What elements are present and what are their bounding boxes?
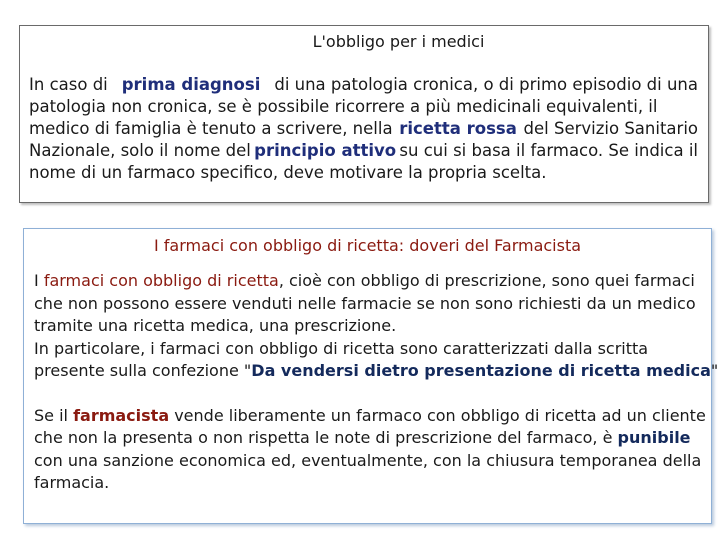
p3-l1-c: vende liberamente un farmaco con obbligo di ricetta ad un cliente [169, 405, 706, 425]
farmacista-box-title [34, 234, 701, 258]
farmacista-duties-box [23, 228, 719, 524]
medici-line-2-text: patologia non cronica, se è possibile ricorrere a più medicinali equivalenti, il [29, 97, 658, 116]
farmacista-p1-line-1 [34, 270, 701, 293]
medici-highlight-ricetta-rossa: ricetta rossa [399, 119, 517, 138]
farmacista-p3-line-2 [34, 427, 701, 450]
farmacista-p3-line-4: farmacia. [34, 473, 110, 492]
farmacista-p2-line-1: In particolare, i farmaci con obbligo di ricetta sono caratterizzati dalla scritta [34, 338, 649, 358]
paragraph-gap [34, 383, 701, 405]
p2-l2-a: presente sulla confezione " [34, 361, 252, 380]
medici-highlight-principio-attivo: principio attivo [254, 141, 397, 160]
medici-line-1-c: di una patologia cronica, o di primo episodio di una [274, 75, 698, 94]
p3-l2-a: che non la presenta o non rispetta le note di prescrizione del farmaco, è [34, 428, 618, 447]
medici-line-3-c: del Servizio Sanitario [523, 119, 698, 138]
farmacista-title-rest: farmaci con obbligo di ricetta: doveri del Farmacista [163, 236, 582, 255]
medici-line-1 [29, 74, 698, 96]
farmacista-p3-line-3: con una sanzione economica ed, eventualmente, con la chiusura temporanea della [34, 450, 702, 470]
farmacista-p1-line-2: che non possono essere venduti nelle farmacie se non sono richiesti da un medico [34, 293, 696, 313]
medici-line-4-c: su cui si basa il farmaco. Se indica il [399, 141, 698, 160]
highlight-da-vendersi: Da vendersi dietro presentazione di ricetta medica [251, 361, 711, 380]
highlight-farmacista: farmacista [73, 405, 170, 425]
highlight-farmaci-obbligo: farmaci con obbligo di ricetta [43, 271, 279, 290]
medici-line-5 [29, 162, 698, 184]
farmacista-p3-line-1 [34, 405, 706, 428]
medici-paragraph [29, 74, 698, 184]
medici-line-3 [29, 118, 698, 140]
medici-line-3-a: medico di famiglia è tenuto a scrivere, nella [29, 119, 393, 138]
p1-l1-c: , cioè con obbligo di prescrizione, sono quei farmaci [278, 271, 695, 290]
farmacista-p2-line-2 [34, 360, 719, 383]
p2-l2-c: " [710, 361, 719, 380]
farmacista-title-prefix: I [153, 236, 164, 255]
medici-line-1-a: In caso di [29, 75, 108, 94]
medici-highlight-prima-diagnosi: prima diagnosi [121, 75, 261, 94]
farmacista-p1-line-3: tramite una ricetta medica, una prescrizione. [34, 316, 397, 335]
medici-line-4-a: Nazionale, solo il nome del [29, 141, 251, 160]
medici-line-4 [29, 140, 698, 162]
highlight-punibile: punibile [617, 428, 691, 447]
p3-l1-a: Se il [34, 405, 74, 425]
medici-line-5-text: nome di un farmaco specifico, deve motivare la propria scelta. [29, 163, 547, 182]
medici-obligation-box [19, 25, 709, 203]
p1-l1-a: I [34, 271, 44, 290]
medici-line-2 [29, 96, 698, 118]
medici-box-title: L'obbligo per i medici [312, 32, 485, 51]
